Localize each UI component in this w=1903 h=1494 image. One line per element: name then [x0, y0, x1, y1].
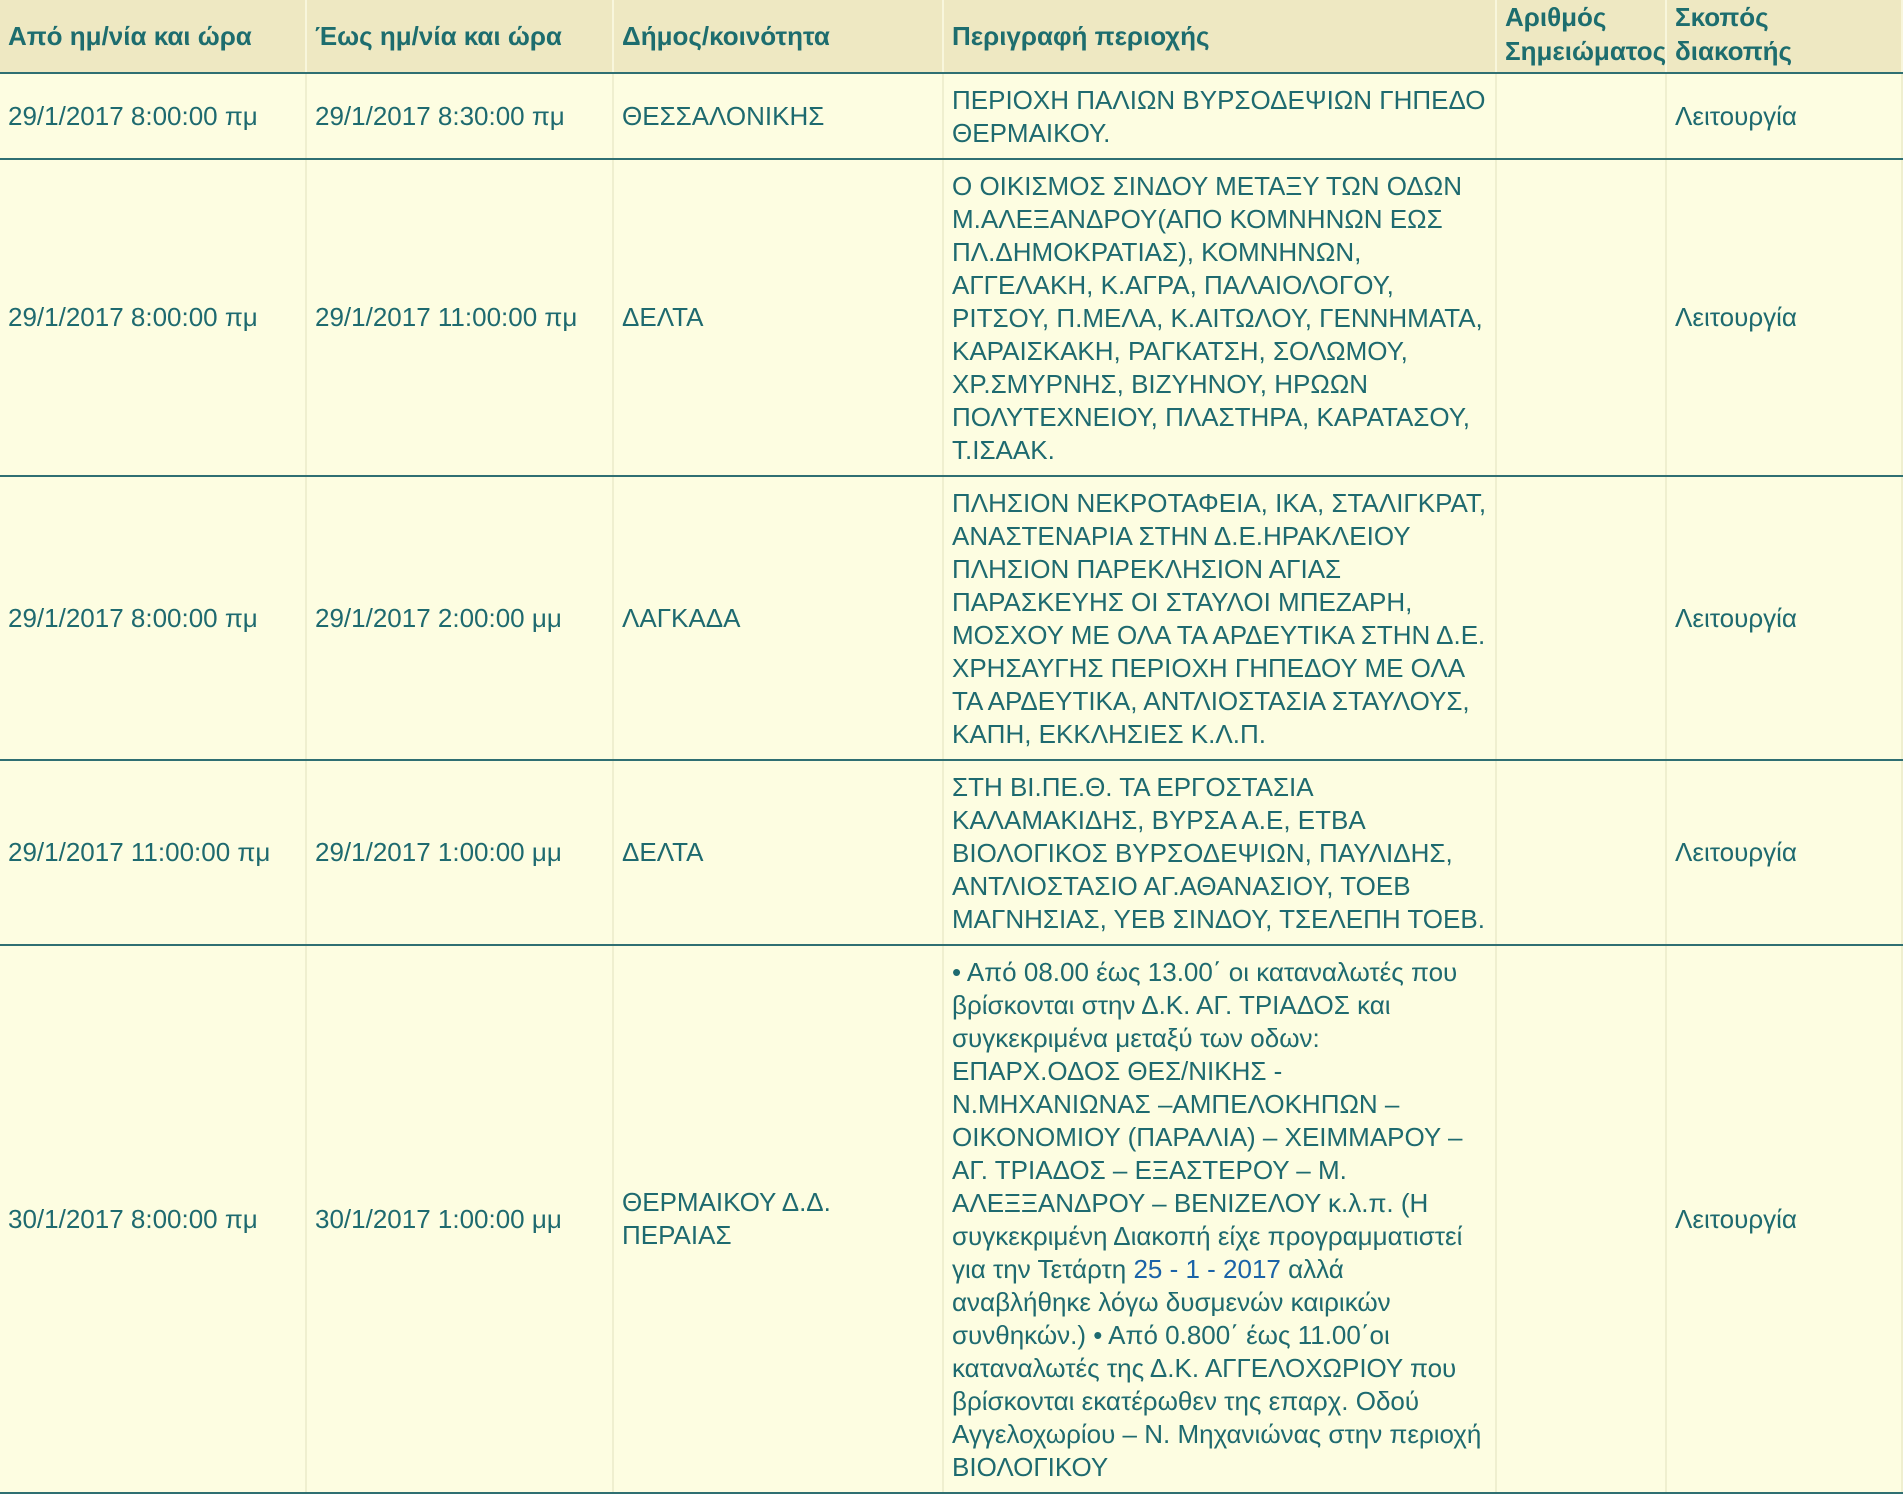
header-notice-number[interactable]	[1496, 0, 1666, 73]
table-row	[0, 159, 1902, 476]
cell-municipality: ΘΕΣΣΑΛΟΝΙΚΗΣ	[613, 73, 943, 159]
cell-from: 30/1/2017 8:00:00 πμ	[0, 945, 306, 1493]
cell-municipality: ΛΑΓΚΑΔΑ	[613, 476, 943, 760]
cell-notice	[1496, 159, 1666, 476]
table-header-row	[0, 0, 1902, 73]
cell-description	[943, 945, 1496, 1493]
cell-notice	[1496, 73, 1666, 159]
header-from[interactable]: Από ημ/νία και ώρα	[0, 0, 306, 73]
cell-notice	[1496, 945, 1666, 1493]
description-text-before: • Από 08.00 έως 13.00΄ οι καταναλωτές που βρίσκονται στην Δ.Κ. ΑΓ. ΤΡΙΑΔΟΣ και συγκεκριμένα μεταξύ των οδων: ΕΠΑΡΧ.ΟΔΟΣ ΘΕΣ/ΝΙΚΗΣ - Ν.ΜΗΧΑΝΙΩΝΑΣ –ΑΜΠΕΛΟΚΗΠΩΝ – ΟΙΚΟΝΟΜΙΟΥ (ΠΑΡΑΛΙΑ) – ΧΕΙΜΜΑΡΟΥ – ΑΓ. ΤΡΙΑΔΟΣ – ΕΞΑΣΤΕΡΟΥ – Μ. ΑΛΕΞΞΑΝΔΡΟΥ – ΒΕΝΙΖΕΛΟΥ κ.λ.π. (Η συγκεκριμένη Διακοπή είχε προγραμματιστεί για την Τετάρτη	[952, 957, 1463, 1284]
description-text-after: αλλά αναβλήθηκε λόγω δυσμενών καιρικών συνθηκών.) • Από 0.800΄ έως 11.00΄οι καταναλωτές της Δ.Κ. ΑΓΓΕΛΟΧΩΡΙΟΥ που βρίσκονται εκατέρωθεν της επαρχ. Οδού Αγγελοχωρίου – Ν. Μηχανιώνας στην περιοχή ΒΙΟΛΟΓΙΚΟΥ	[952, 1254, 1482, 1482]
header-to[interactable]: Έως ημ/νία και ώρα	[306, 0, 613, 73]
cell-to: 29/1/2017 11:00:00 πμ	[306, 159, 613, 476]
cell-purpose: Λειτουργία	[1666, 760, 1902, 945]
cell-to: 29/1/2017 8:30:00 πμ	[306, 73, 613, 159]
cell-purpose: Λειτουργία	[1666, 159, 1902, 476]
cell-notice	[1496, 476, 1666, 760]
cell-notice	[1496, 760, 1666, 945]
table-row	[0, 945, 1902, 1493]
cell-description: ΠΕΡΙΟΧΗ ΠΑΛΙΩΝ ΒΥΡΣΟΔΕΨΙΩΝ ΓΗΠΕΔΟ ΘΕΡΜΑΙΚΟΥ.	[943, 73, 1496, 159]
cell-from: 29/1/2017 8:00:00 πμ	[0, 476, 306, 760]
cell-description: Ο ΟΙΚΙΣΜΟΣ ΣΙΝΔΟΥ ΜΕΤΑΞΥ ΤΩΝ ΟΔΩΝ Μ.ΑΛΕΞΑΝΔΡΟΥ(ΑΠΟ ΚΟΜΝΗΝΩΝ ΕΩΣ ΠΛ.ΔΗΜΟΚΡΑΤΙΑΣ), ΚΟΜΝΗΝΩΝ, ΑΓΓΕΛΑΚΗ, Κ.ΑΓΡΑ, ΠΑΛΑΙΟΛΟΓΟΥ, ΡΙΤΣΟΥ, Π.ΜΕΛΑ, Κ.ΑΙΤΩΛΟΥ, ΓΕΝΝΗΜΑΤΑ, ΚΑΡΑΙΣΚΑΚΗ, ΡΑΓΚΑΤΣΗ, ΣΟΛΩΜΟΥ, ΧΡ.ΣΜΥΡΝΗΣ, ΒΙΖΥΗΝΟΥ, ΗΡΩΩΝ ΠΟΛΥΤΕΧΝΕΙΟΥ, ΠΛΑΣΤΗΡΑ, ΚΑΡΑΤΑΣΟΥ, Τ.ΙΣΑΑΚ.	[943, 159, 1496, 476]
cell-municipality: ΘΕΡΜΑΙΚΟΥ Δ.Δ. ΠΕΡΑΙΑΣ	[613, 945, 943, 1493]
cell-description: ΣΤΗ ΒΙ.ΠΕ.Θ. ΤΑ ΕΡΓΟΣΤΑΣΙΑ ΚΑΛΑΜΑΚΙΔΗΣ, ΒΥΡΣΑ Α.Ε, ΕΤΒΑ ΒΙΟΛΟΓΙΚΟΣ ΒΥΡΣΟΔΕΨΙΩΝ, ΠΑΥΛΙΔΗΣ, ΑΝΤΛΙΟΣΤΑΣΙΟ ΑΓ.ΑΘΑΝΑΣΙΟΥ, ΤΟΕΒ ΜΑΓΝΗΣΙΑΣ, ΥΕΒ ΣΙΝΔΟΥ, ΤΣΕΛΕΠΗ ΤΟΕΒ.	[943, 760, 1496, 945]
table-row	[0, 760, 1902, 945]
cell-from: 29/1/2017 11:00:00 πμ	[0, 760, 306, 945]
cell-to: 29/1/2017 2:00:00 μμ	[306, 476, 613, 760]
cell-municipality: ΔΕΛΤΑ	[613, 159, 943, 476]
header-purpose-line2: διακοπής	[1675, 36, 1793, 66]
table-row	[0, 73, 1902, 159]
cell-to: 29/1/2017 1:00:00 μμ	[306, 760, 613, 945]
cell-purpose: Λειτουργία	[1666, 945, 1902, 1493]
date-link[interactable]: 25 - 1 - 2017	[1133, 1254, 1281, 1284]
cell-to: 30/1/2017 1:00:00 μμ	[306, 945, 613, 1493]
cell-purpose: Λειτουργία	[1666, 73, 1902, 159]
header-notice-line2: Σημειώματος	[1505, 36, 1667, 66]
cell-purpose: Λειτουργία	[1666, 476, 1902, 760]
header-municipality[interactable]: Δήμος/κοινότητα	[613, 0, 943, 73]
cell-description: ΠΛΗΣΙΟΝ ΝΕΚΡΟΤΑΦΕΙΑ, ΙΚΑ, ΣΤΑΛΙΓΚΡΑΤ, ΑΝΑΣΤΕΝΑΡΙΑ ΣΤΗΝ Δ.Ε.ΗΡΑΚΛΕΙΟΥ ΠΛΗΣΙΟΝ ΠΑΡΕΚΛΗΣΙΟΝ ΑΓΙΑΣ ΠΑΡΑΣΚΕΥΗΣ ΟΙ ΣΤΑΥΛΟΙ ΜΠΕΖΑΡΗ, ΜΟΣΧΟΥ ΜΕ ΟΛΑ ΤΑ ΑΡΔΕΥΤΙΚΑ ΣΤΗΝ Δ.Ε. ΧΡΗΣΑΥΓΗΣ ΠΕΡΙΟΧΗ ΓΗΠΕΔΟΥ ΜΕ ΟΛΑ ΤΑ ΑΡΔΕΥΤΙΚΑ, ΑΝΤΛΙΟΣΤΑΣΙΑ ΣΤΑΥΛΟΥΣ, ΚΑΠΗ, ΕΚΚΛΗΣΙΕΣ Κ.Λ.Π.	[943, 476, 1496, 760]
header-purpose[interactable]	[1666, 0, 1902, 73]
header-notice-line1: Αριθμός	[1505, 2, 1607, 32]
cell-from: 29/1/2017 8:00:00 πμ	[0, 159, 306, 476]
cell-from: 29/1/2017 8:00:00 πμ	[0, 73, 306, 159]
cell-municipality: ΔΕΛΤΑ	[613, 760, 943, 945]
header-purpose-line1: Σκοπός	[1675, 2, 1769, 32]
table-row	[0, 476, 1902, 760]
header-description[interactable]: Περιγραφή περιοχής	[943, 0, 1496, 73]
